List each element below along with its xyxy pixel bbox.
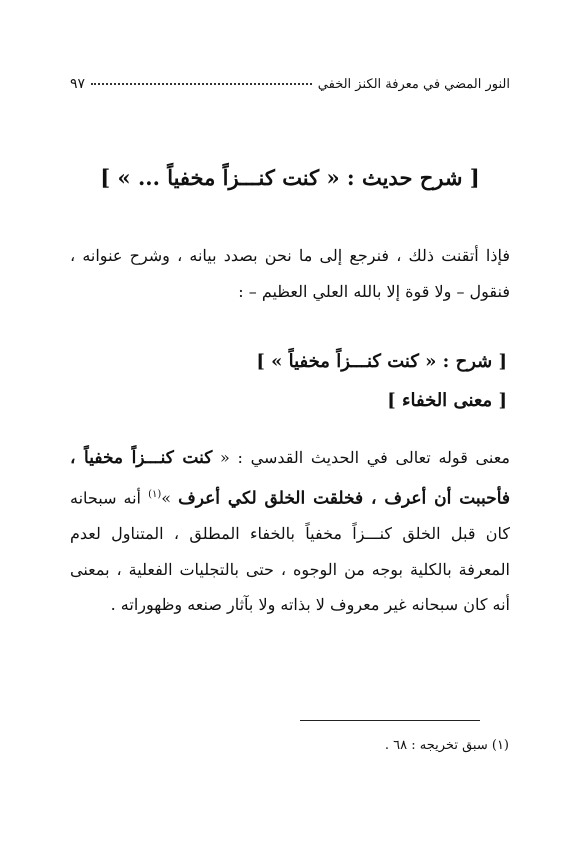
running-header	[70, 76, 510, 100]
page-number: ٩٧	[70, 76, 86, 92]
subheading-khafa: [ معنى الخفاء ]	[387, 390, 507, 411]
footnote: (١) سبق تخريجه : ٦٨ .	[384, 738, 509, 753]
footnote-reference: (١)	[148, 488, 162, 500]
footnote-separator	[300, 720, 480, 721]
quote-close: »	[161, 487, 172, 507]
header-title: النور المضي في معرفة الكنز الخفي	[317, 77, 510, 92]
paragraph-meaning	[70, 440, 510, 623]
paragraph-intro: فإذا أتقنت ذلك ، فنرجع إلى ما نحن بصدد بيانه ، وشرح عنوانه ، فنقول – ولا قوة إلا بالله العلي العظيم – :	[70, 246, 510, 301]
subheading-sharh: [ شرح : « كنت كنـــزاً مخفياً » ]	[256, 351, 507, 372]
paragraph-meaning-rest: أنه سبحانه كان قبل الخلق كنـــزاً مخفياً بالخفاء المطلق ، المتناول لعدم المعرفة بالكلية بوجه من الوجوه ، حتى بالتجليات الفعلية ، بمعنى أنه كان سبحانه غير معروف لا بذاته ولا بآثار صنعه وظهوراته .	[70, 487, 511, 615]
hadith-quote: كنت كنـــزاً مخفياً ، فأحببت أن أعرف ، فخلقت الخلق لكي أعرف	[70, 448, 510, 508]
section-heading: [ شرح حديث : « كنت كنـــزاً مخفياً ... » ]	[100, 165, 480, 190]
paragraph-meaning-intro: معنى قوله تعالى في الحديث القدسي : «	[220, 448, 510, 467]
header-dot-leader	[91, 83, 312, 85]
